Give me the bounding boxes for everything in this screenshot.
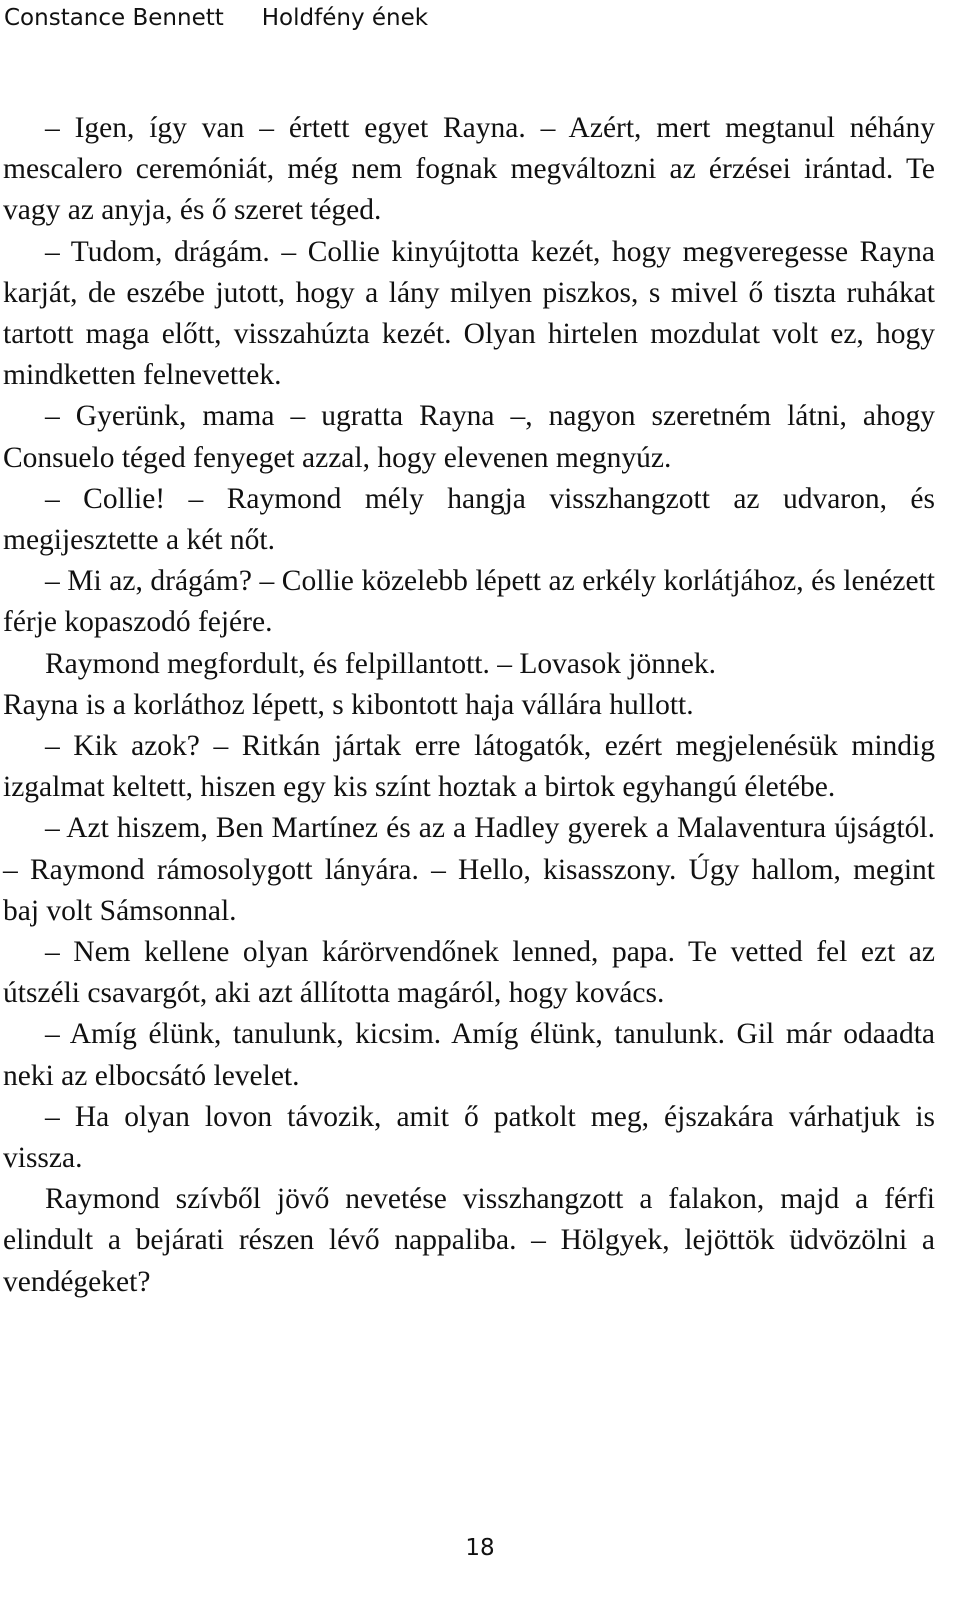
paragraph: – Ha olyan lovon távozik, amit ő patkolt meg, éjszakára várhatjuk is vissza. — [3, 1100, 935, 1175]
paragraph: – Collie! – Raymond mély hangja visszhangzott az udvaron, és megijesztette a két nőt. — [3, 482, 935, 557]
paragraph: – Tudom, drágám. – Collie kinyújtotta kezét, hogy megveregesse Rayna karját, de eszébe jutott, hogy a lány milyen piszkos, s mivel ő tiszta ruhákat tartott maga előtt, visszahúzta kezét. Olyan hirtelen mozdulat volt ez, hogy mindketten felnevettek. — [3, 235, 935, 392]
paragraph: – Kik azok? – Ritkán jártak erre látogatók, ezért megjelenésük mindig izgalmat keltett, hiszen egy kis színt hoztak a birtok egyhangú életébe. — [3, 730, 935, 804]
paragraph: Raymond szívből jövő nevetése visszhangzott a falakon, majd a férfi elindult a bejárati részen lévő nappaliba. – Hölgyek, lejöttök üdvözölni a vendégeket? — [3, 1183, 935, 1298]
paragraph: – Igen, így van – értett egyet Rayna. – Azért, mert megtanul néhány mescalero ceremóniát, még nem fognak megváltozni az érzései irántad. Te vagy az anyja, és ő szeret téged. — [3, 112, 935, 227]
paragraph: – Mi az, drágám? – Collie közelebb lépett az erkély korlátjához, és lenézett férje kopaszodó fejére. — [3, 565, 935, 639]
paragraph: – Amíg élünk, tanulunk, kicsim. Amíg élünk, tanulunk. Gil már odaadta neki az elbocsátó levelet. — [3, 1018, 935, 1092]
running-header — [4, 2, 428, 34]
paragraph: – Gyerünk, mama – ugratta Rayna –, nagyon szeretném látni, ahogy Consuelo téged fenyeget azzal, hogy elevenen megnyúz. — [3, 400, 935, 474]
paragraph: Raymond megfordult, és felpillantott. – Lovasok jönnek. — [45, 647, 717, 680]
header-book-title: Holdfény ének — [261, 5, 429, 31]
paragraph: Rayna is a korláthoz lépett, s kibontott haja vállára hullott. — [3, 688, 694, 721]
paragraph: – Azt hiszem, Ben Martínez és az a Hadley gyerek a Malaventura újságtól. – Raymond rámosolygott lányára. – Hello, kisasszony. Úgy hallom, megint baj volt Sámsonnal. — [3, 812, 935, 927]
paragraph: – Nem kellene olyan kárörvendőnek lenned, papa. Te vetted fel ezt az útszéli csavargót, aki azt állította magáról, hogy kovács. — [3, 936, 935, 1010]
page-body — [3, 108, 935, 1303]
page-number: 18 — [465, 1535, 495, 1561]
header-author: Constance Bennett — [4, 5, 224, 31]
